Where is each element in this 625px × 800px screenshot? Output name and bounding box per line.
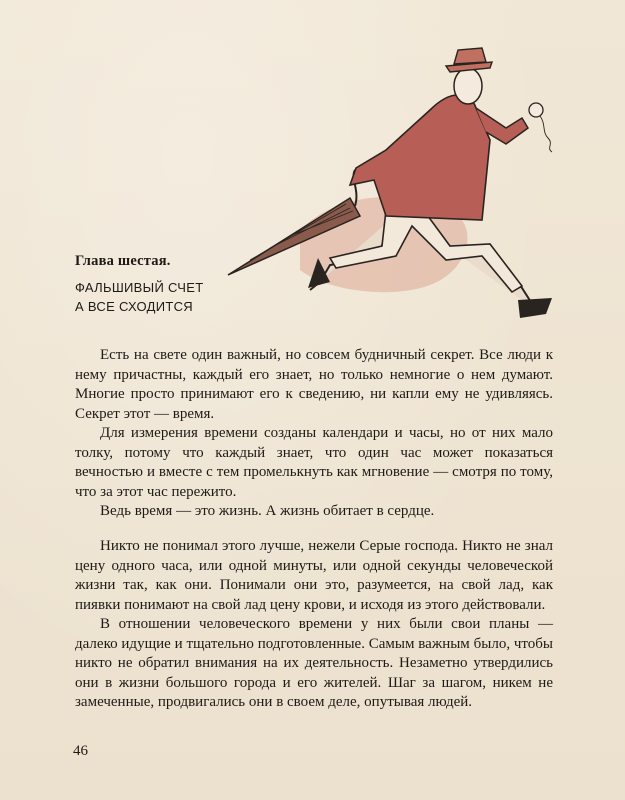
body-text-section-2 bbox=[75, 537, 553, 713]
body-paragraph: В отношении человеческого времени у них были свои планы — далеко идущие и тщательно подготовленные. Самым важным было, чтобы никто не обратил внимания на их деятельность. Незаметно утвердились они в жизни большого города и его жителей. Шаг за шагом, никем не замеченные, продвигались они в своем деле, опутывая людей. bbox=[75, 616, 553, 710]
body-paragraph: Никто не понимал этого лучше, нежели Серые господа. Никто не знал цену одного часа, или одной минуты, или одной секунды человеческой жизни так, как они. Понимали они это, разумеется, на свой лад, как пиявки понимают на свой лад цену крови, и исходя из этого действовали. bbox=[75, 538, 553, 613]
chapter-subtitle bbox=[75, 278, 203, 316]
body-paragraph: Для измерения времени созданы календари и часы, но от них мало толку, потому что каждый знает, что один час может показаться вечностью и вместе с тем промелькнуть как мгновение — смотря по тому, что за этот час пережито. bbox=[75, 425, 553, 500]
page-number: 46 bbox=[73, 743, 88, 759]
body-paragraph: Ведь время — это жизнь. А жизнь обитает в сердце. bbox=[100, 503, 435, 519]
body-text-section-1 bbox=[75, 346, 553, 522]
body-paragraph: Есть на свете один важный, но совсем будничный секрет. Все люди к нему причастны, каждый его знает, но только немногие о нем думают. Многие просто принимают его к сведению, ни капли ему не удивляясь. Секрет этот — время. bbox=[75, 347, 553, 422]
subtitle-line: А ВСЕ СХОДИТСЯ bbox=[75, 299, 193, 314]
head bbox=[454, 68, 482, 104]
running-man-illustration bbox=[150, 20, 610, 350]
pocket-watch-icon bbox=[529, 103, 552, 152]
chapter-title: Глава шестая. bbox=[75, 253, 171, 269]
subtitle-line: ФАЛЬШИВЫЙ СЧЕТ bbox=[75, 280, 204, 295]
hat-icon bbox=[446, 48, 492, 72]
